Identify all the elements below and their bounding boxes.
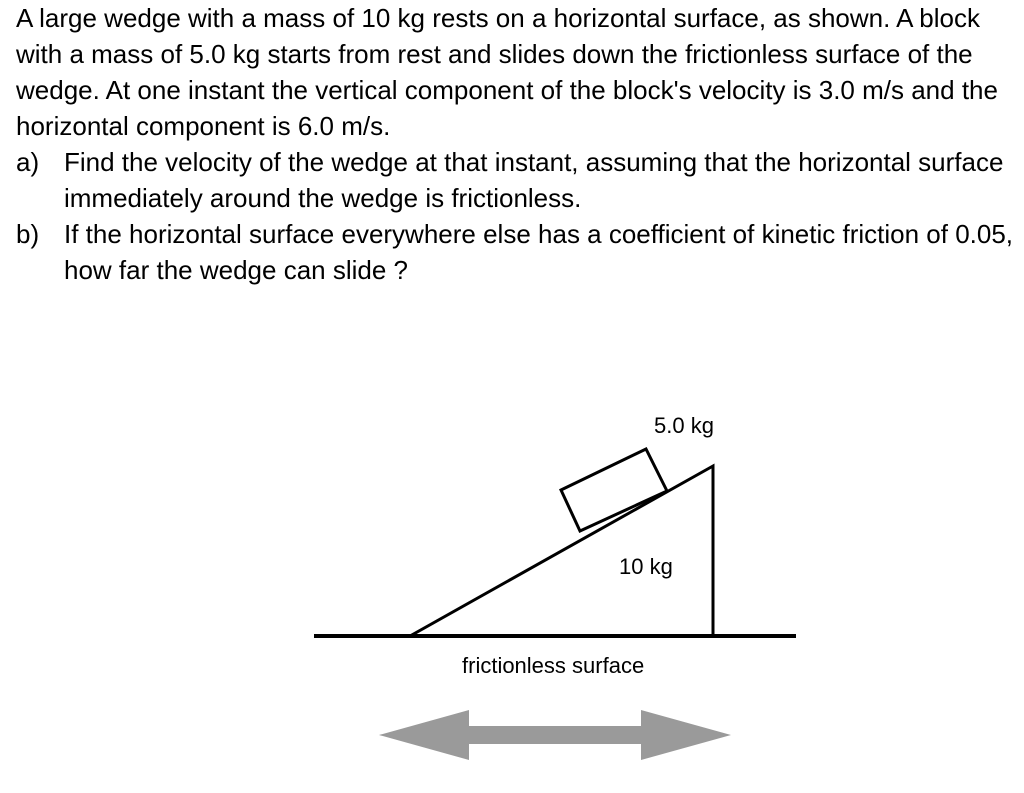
part-a-label: a) bbox=[16, 147, 40, 177]
block bbox=[561, 449, 667, 531]
wedge-mass-label: 10 kg bbox=[619, 554, 673, 579]
problem-intro: A large wedge with a mass of 10 kg rests on a horizontal surface, as shown. A block with a mass of 5.0 kg starts from rest and slides down the frictionless surface of the wedge. At one instant the vertical component of the block's velocity is 3.0 m/s and the horizontal component is 6.0 m/s. bbox=[16, 3, 998, 141]
surface-label: frictionless surface bbox=[462, 653, 645, 678]
part-a-text: Find the velocity of the wedge at that instant, assuming that the horizontal surface immediately around the wedge is frictionless. bbox=[64, 147, 1004, 213]
block-mass-label: 5.0 kg bbox=[654, 413, 714, 438]
part-b-label: b) bbox=[16, 219, 40, 249]
part-b-text: If the horizontal surface everywhere else has a coefficient of kinetic friction of 0.05, how far the wedge can slide ? bbox=[64, 219, 1014, 285]
double-arrow-icon bbox=[379, 710, 731, 760]
